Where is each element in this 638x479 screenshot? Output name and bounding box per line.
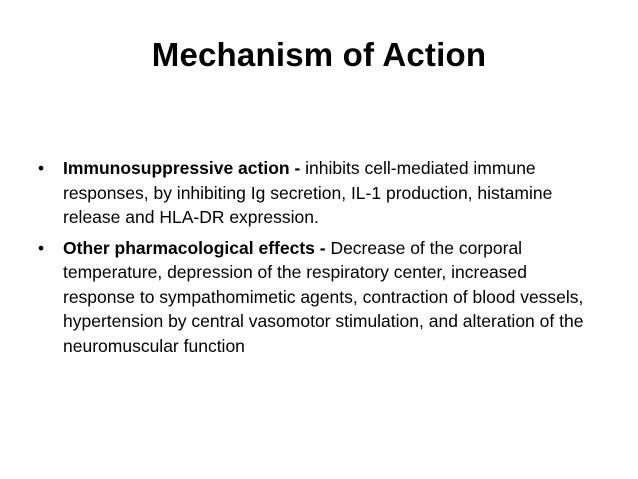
bullet-marker: • <box>38 158 45 178</box>
bullet-body-text: inhibits cell-mediated immune responses, by inhibiting Ig secretion, IL-1 production, histamine release and HLA-DR expression. <box>63 158 553 227</box>
bullet-item-other-effects <box>38 236 598 359</box>
bullet-lead-text: Other pharmacological effects - <box>63 237 331 258</box>
slide-title: Mechanism of Action <box>151 36 487 73</box>
bullet-body-text: Decrease of the corporal temperature, depression of the respiratory center, increased response to sympathomimetic agents, contraction of blood vessels, hypertension by central vasomotor stimulation, and alteration of the neuromuscular function <box>63 237 584 356</box>
bullet-lead-text: Immunosuppressive action - <box>63 158 306 178</box>
bullet-marker: • <box>38 237 45 258</box>
bullet-item-immunosuppressive <box>38 156 598 230</box>
bullet-list <box>38 156 598 364</box>
